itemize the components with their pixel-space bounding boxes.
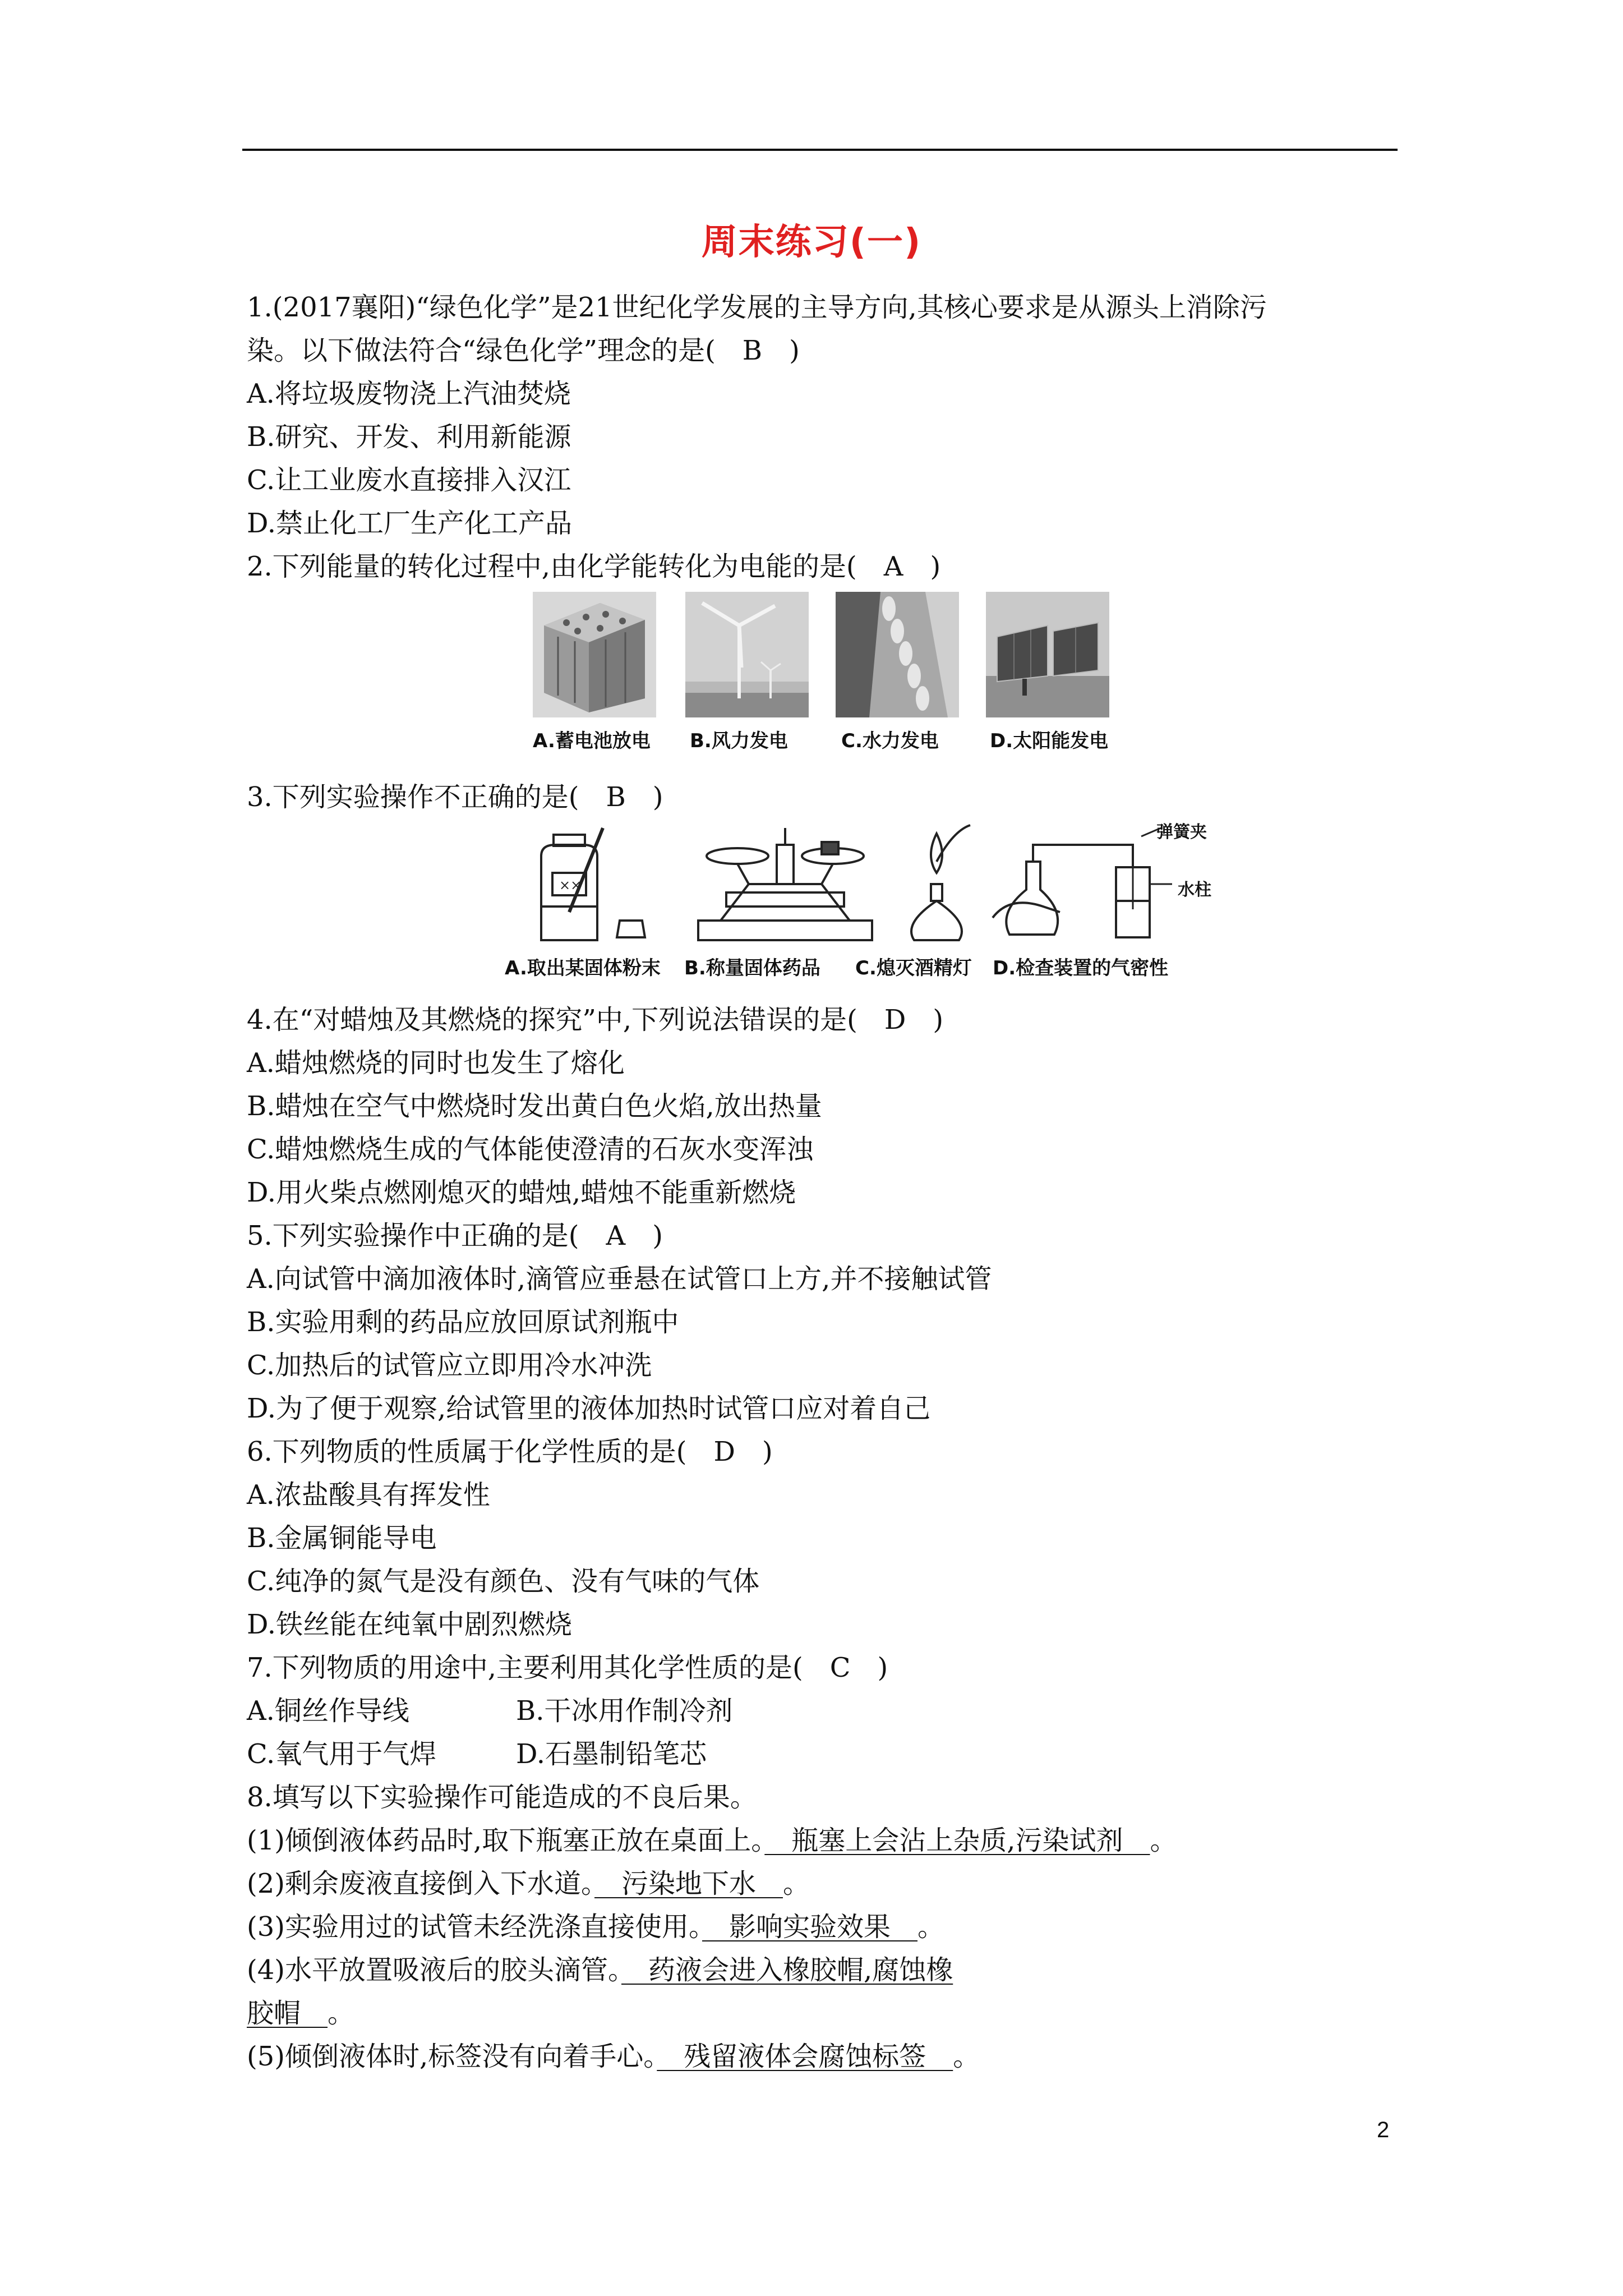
q7-options-row1 [247, 1690, 1402, 1733]
q8-item-4 [247, 1949, 1402, 1992]
q8-item-3-period: 。 [917, 1911, 945, 1943]
q7-option-b: B.干冰用作制冷剂 [516, 1695, 733, 1727]
svg-text:××: ×× [559, 877, 582, 893]
q8-item-4-prompt: (4)水平放置吸液后的胶头滴管。 [247, 1954, 621, 1986]
q7-options-row2 [247, 1733, 1402, 1776]
q7-option-d: D.石墨制铅笔芯 [516, 1738, 707, 1770]
page-number: 2 [1377, 2118, 1390, 2142]
q8-item-2 [247, 1862, 1402, 1906]
q3-stem: 3.下列实验操作不正确的是( B ) [247, 781, 663, 813]
q8-item-5-period: 。 [953, 2041, 980, 2072]
reagent-bottle-icon [530, 822, 676, 949]
q8-item-3-prompt: (3)实验用过的试管未经洗涤直接使用。 [247, 1911, 702, 1943]
q6-option-d: D.铁丝能在纯氧中剧烈燃烧 [247, 1609, 573, 1640]
q8-item-1-period: 。 [1150, 1825, 1177, 1856]
q8-item-5-answer: 残留液体会腐蚀标签 [657, 2041, 953, 2072]
q1-option-b: B.研究、开发、利用新能源 [247, 421, 571, 453]
q6-option-a: A.浓盐酸具有挥发性 [247, 1479, 490, 1511]
q8-item-2-prompt: (2)剩余废液直接倒入下水道。 [247, 1868, 594, 1899]
q8-stem: 8.填写以下实验操作可能造成的不良后果。 [247, 1782, 757, 1813]
q4-option-c: C.蜡烛燃烧生成的气体能使澄清的石灰水变浑浊 [247, 1134, 814, 1165]
q3-caption-d: D.检查装置的气密性 [993, 957, 1169, 979]
q7-stem: 7.下列物质的用途中,主要利用其化学性质的是( C ) [247, 1652, 888, 1683]
q2-caption-d: D.太阳能发电 [990, 730, 1109, 752]
q4-option-b: B.蜡烛在空气中燃烧时发出黄白色火焰,放出热量 [247, 1091, 822, 1122]
q2-caption-c: C.水力发电 [841, 730, 939, 752]
q4-stem: 4.在“对蜡烛及其燃烧的探究”中,下列说法错误的是( D ) [247, 1004, 944, 1036]
q8-item-1-prompt: (1)倾倒液体药品时,取下瓶塞正放在桌面上。 [247, 1825, 765, 1856]
battery-photo [533, 592, 656, 717]
q3-caption-b: B.称量固体药品 [684, 957, 820, 979]
q8-item-2-period: 。 [783, 1868, 810, 1899]
q1-stem-line2: 染。以下做法符合“绿色化学”理念的是( B ) [247, 335, 800, 366]
q5-stem: 5.下列实验操作中正确的是( A ) [247, 1220, 663, 1251]
q8-item-4-cont [247, 1992, 1402, 2035]
q3-caption-c: C.熄灭酒精灯 [855, 957, 972, 979]
alcohol-lamp-icon [892, 822, 981, 949]
hydro-photo [836, 592, 959, 717]
q8-item-4-period: 。 [328, 1998, 355, 2029]
q8-item-4-answer-cont: 胶帽 [247, 1998, 328, 2029]
q6-option-b: B.金属铜能导电 [247, 1522, 437, 1554]
spring-clip-label: 弹簧夹 [1156, 822, 1207, 842]
q7-option-c: C.氧气用于气焊 [247, 1738, 437, 1770]
page-title: 周末练习(一) [701, 222, 922, 263]
q4-option-d: D.用火柴点燃刚熄灭的蜡烛,蜡烛不能重新燃烧 [247, 1177, 796, 1208]
q1-option-a: A.将垃圾废物浇上汽油焚烧 [247, 378, 571, 409]
q8-item-3-answer: 影响实验效果 [702, 1911, 918, 1943]
q1-option-d: D.禁止化工厂生产化工产品 [247, 508, 573, 539]
q3-figure [247, 822, 1402, 996]
balance-icon [687, 822, 883, 949]
q8-item-1 [247, 1819, 1402, 1862]
worksheet-content [247, 286, 1402, 2078]
q8-item-5-prompt: (5)倾倒液体时,标签没有向着手心。 [247, 2041, 657, 2072]
solar-panel-photo [986, 592, 1109, 717]
q5-option-a: A.向试管中滴加液体时,滴管应垂悬在试管口上方,并不接触试管 [247, 1263, 992, 1295]
q5-option-b: B.实验用剩的药品应放回原试剂瓶中 [247, 1306, 679, 1338]
q4-option-a: A.蜡烛燃烧的同时也发生了熔化 [247, 1047, 625, 1079]
q5-option-d: D.为了便于观察,给试管里的液体加热时试管口应对着自己 [247, 1393, 931, 1424]
q2-caption-a: A.蓄电池放电 [533, 730, 651, 752]
q5-option-c: C.加热后的试管应立即用冷水冲洗 [247, 1350, 652, 1381]
q1-stem-line1: 1.(2017襄阳)“绿色化学”是21世纪化学发展的主导方向,其核心要求是从源头上消除污 [247, 292, 1267, 323]
q3-caption-a: A.取出某固体粉末 [505, 957, 661, 979]
q8-item-2-answer: 污染地下水 [594, 1868, 783, 1899]
q7-option-a: A.铜丝作导线 [247, 1695, 409, 1727]
q6-option-c: C.纯净的氮气是没有颜色、没有气味的气体 [247, 1566, 760, 1597]
q8-item-4-answer: 药液会进入橡胶帽,腐蚀橡 [621, 1954, 953, 1986]
q1-option-c: C.让工业废水直接排入汉江 [247, 464, 571, 496]
water-column-label: 水柱 [1178, 880, 1211, 900]
q2-stem: 2.下列能量的转化过程中,由化学能转化为电能的是( A ) [247, 551, 941, 582]
q8-item-5 [247, 2035, 1402, 2078]
q2-caption-b: B.风力发电 [690, 730, 788, 752]
q6-stem: 6.下列物质的性质属于化学性质的是( D ) [247, 1436, 773, 1467]
q8-item-1-answer: 瓶塞上会沾上杂质,污染试剂 [764, 1825, 1150, 1856]
q8-item-3 [247, 1906, 1402, 1949]
wind-turbine-photo [685, 592, 809, 717]
top-rule [242, 149, 1398, 151]
q2-figure [247, 592, 1402, 774]
